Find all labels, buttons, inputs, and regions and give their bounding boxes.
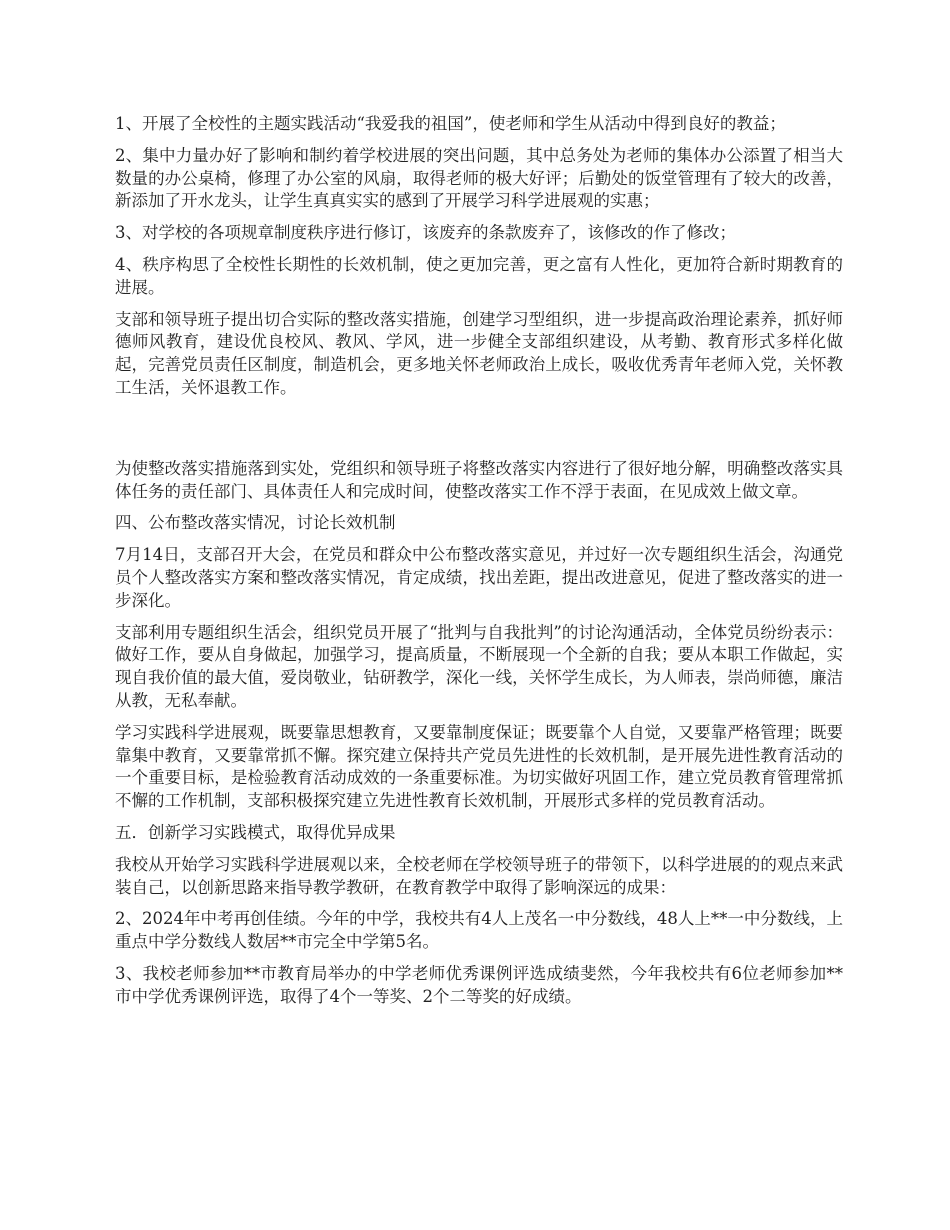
document-body [115, 113, 843, 1018]
paragraph-achievements: 我校从开始学习实践科学进展观以来，全校老师在学校领导班子的带领下，以科学进展的的观点来武装自己，以创新思路来指导教学教研，在教育教学中取得了影响深远的成果： [115, 854, 843, 897]
paragraph-self-criticism: 支部利用专题组织生活会，组织党员开展了“批判与自我批判”的讨论沟通活动，全体党员纷纷表示：做好工作，要从自身做起，加强学习，提高质量，不断展现一个全新的自我；要从本职工作做起，实现自我价值的最大值，爱岗敬业，钻研教学，深化一线，关怀学生成长，为人师表，崇尚师德，廉洁从教，无私奉献。 [115, 622, 843, 710]
paragraph-meeting: 7月14日，支部召开大会，在党员和群众中公布整改落实意见，并过好一次专题组织生活会，沟通党员个人整改落实方案和整改落实情况，肯定成绩，找出差距，提出改进意见，促进了整改落实的进一步深化。 [115, 545, 843, 610]
section-heading-4: 四、公布整改落实情况，讨论长效机制 [115, 513, 396, 533]
paragraph-rectification-measures: 支部和领导班子提出切合实际的整改落实措施，创建学习型组织，进一步提高政治理论素养，抓好师德师风教育，建设优良校风、教风、学风，进一步健全支部组织建设，从考勤、教育形式多样化做起，完善党员责任区制度，制造机会，更多地关怀老师政治上成长，吸收优秀青年老师入党，关怀教工生活，关怀退教工作。 [115, 309, 843, 397]
paragraph-item-1: 1、开展了全校性的主题实践活动“我爱我的祖国”，使老师和学生从活动中得到良好的教益； [115, 114, 786, 133]
paragraph-lesson-awards: 3、我校老师参加**市教育局举办的中学老师优秀课例评选成绩斐然，今年我校共有6位老师参加**市中学优秀课例评选，取得了4个一等奖、2个二等奖的好成绩。 [115, 963, 843, 1006]
paragraph-item-4: 4、秩序构思了全校性长期性的长效机制，使之更加完善，更之富有人性化，更加符合新时期教育的进展。 [115, 254, 843, 297]
section-heading-5: 五．创新学习实践模式，取得优异成果 [115, 822, 396, 842]
paragraph-long-term-mechanism: 学习实践科学进展观，既要靠思想教育，又要靠制度保证；既要靠个人自觉，又要靠严格管理；既要靠集中教育，又要靠常抓不懈。探究建立保持共产党员先进性的长效机制，是开展先进性教育活动的一个重要目标，是检验教育活动成效的一条重要标准。为切实做好巩固工作，建立党员教育管理常抓不懈的工作机制，支部积极探究建立先进性教育长效机制，开展形式多样的党员教育活动。 [115, 722, 843, 811]
paragraph-item-2: 2、集中力量办好了影响和制约着学校进展的突出问题，其中总务处为老师的集体办公添置了相当大数量的办公桌椅，修理了办公室的风扇，取得老师的极大好评；后勤处的饭堂管理有了较大的改善，新添加了开水龙头，让学生真真实实的感到了开展学习科学进展观的实惠； [115, 145, 843, 211]
paragraph-item-3: 3、对学校的各项规章制度秩序进行修订，该废弃的条款废弃了，该修改的作了修改； [115, 223, 736, 243]
section-spacer [115, 409, 843, 458]
paragraph-implementation: 为使整改落实措施落到实处，党组织和领导班子将整改落实内容进行了很好地分解，明确整改落实具体任务的责任部门、具体责任人和完成时间，使整改落实工作不浮于表面，在见成效上做文章。 [115, 458, 843, 501]
paragraph-exam-results: 2、2024年中考再创佳绩。今年的中学，我校共有4人上茂名一中分数线，48人上**一中分数线，上重点中学分数线人数居**市完全中学第5名。 [115, 909, 843, 952]
